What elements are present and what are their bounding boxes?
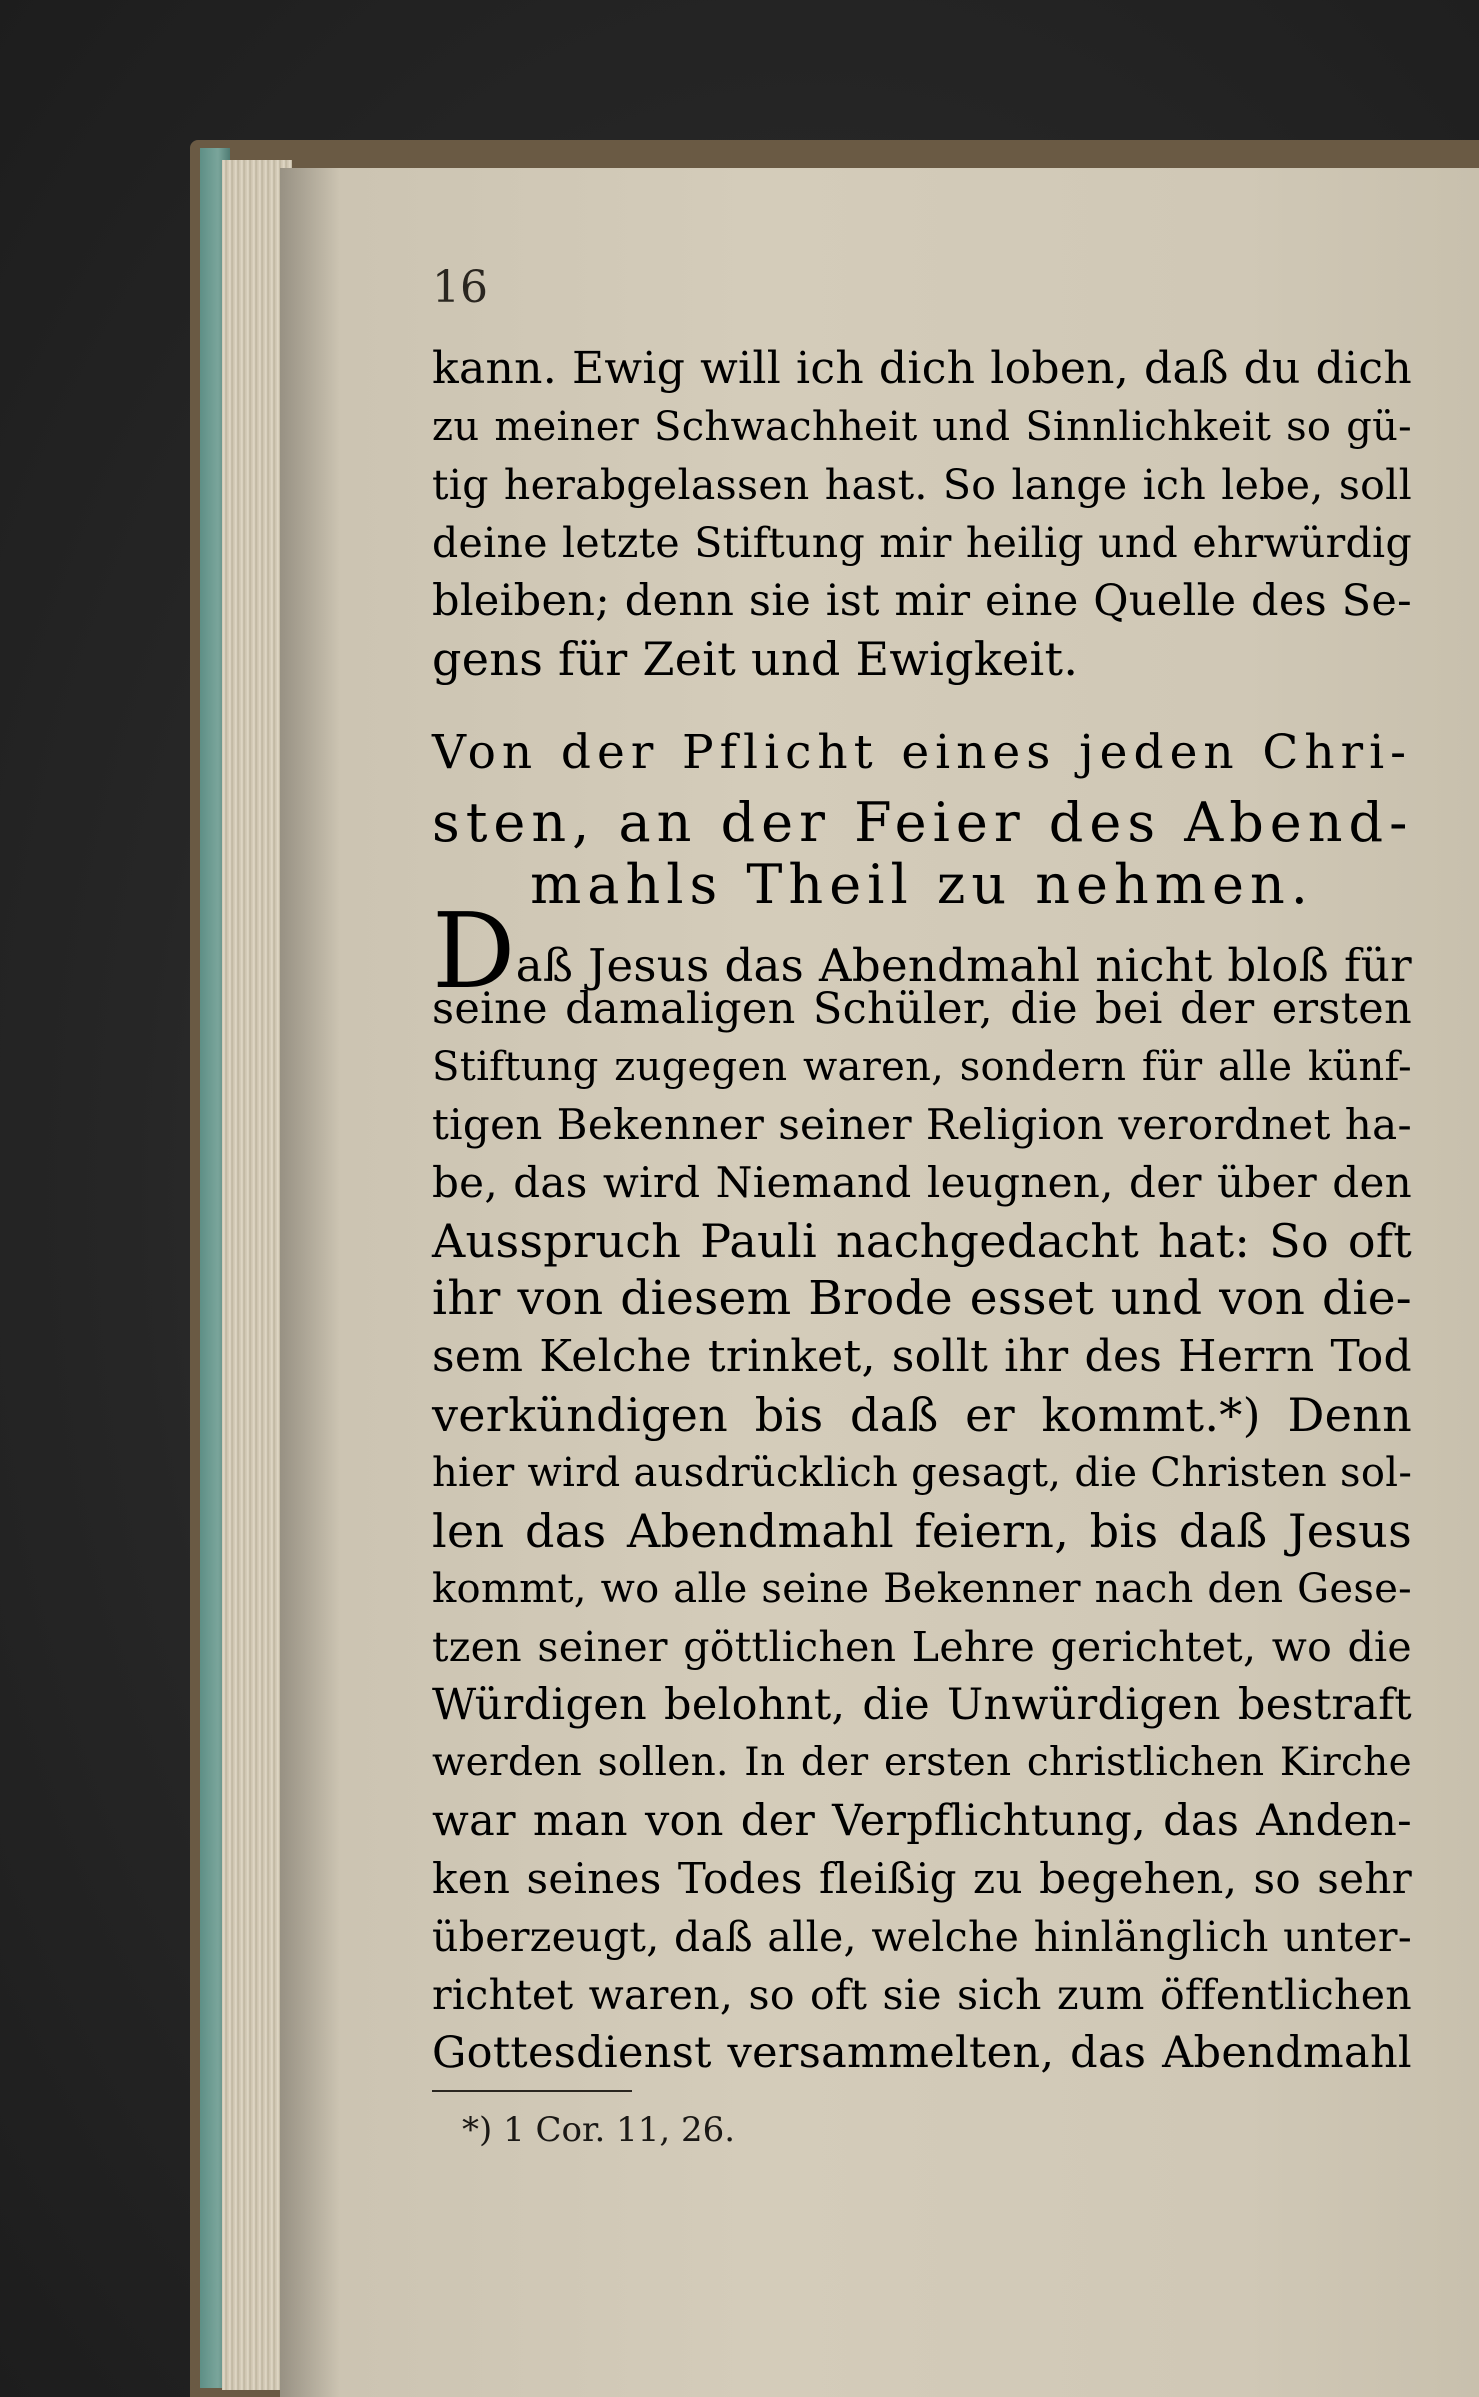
spine-shadow (280, 168, 340, 2397)
text-line: Stiftung zugegen waren, sondern für alle künf- (432, 1044, 1412, 1090)
text-line: Gottesdienst versammelten, das Abendmahl (432, 2028, 1412, 2078)
text-line: gens für Zeit und Ewigkeit. (432, 632, 1079, 686)
text-line: kommt, wo alle seine Bekenner nach den Gese- (432, 1566, 1412, 1612)
text-line: tzen seiner göttlichen Lehre gerichtet, wo die (432, 1623, 1412, 1671)
text-line: deine letzte Stiftung mir heilig und ehrwürdig (432, 519, 1412, 567)
text-line: sem Kelche trinket, sollt ihr des Herrn Tod (432, 1331, 1412, 1382)
text-line: tig herabgelassen hast. So lange ich lebe, soll (432, 461, 1412, 509)
footnote-rule (432, 2090, 632, 2092)
text-line: seine damaligen Schüler, die bei der ersten (432, 984, 1412, 1034)
text-line: verkündigen bis daß er kommt.*) Denn (432, 1388, 1412, 1442)
text-line: hier wird ausdrücklich gesagt, die Christen sol- (432, 1450, 1413, 1496)
heading-line: Von der Pflicht eines jeden Chri- (432, 725, 1412, 780)
text-line: werden sollen. In der ersten christlichen Kirche (432, 1740, 1412, 1785)
text-line: Würdigen belohnt, die Unwürdigen bestraft (432, 1680, 1412, 1730)
heading-line: sten, an der Feier des Abend- (432, 791, 1414, 854)
heading-line: mahls Theil zu nehmen. (530, 853, 1314, 916)
text-line: kann. Ewig will ich dich loben, daß du dich (432, 343, 1412, 394)
text-line: zu meiner Schwachheit und Sinnlichkeit so gü- (432, 404, 1412, 450)
drop-cap: D (432, 890, 516, 1012)
text-line: Ausspruch Pauli nachgedacht hat: So oft (432, 1214, 1412, 1268)
first-line-text: aß Jesus das Abendmahl nicht bloß für (515, 939, 1412, 992)
text-line: überzeugt, daß alle, welche hinlänglich unter- (432, 1913, 1412, 1961)
text-line: richtet waren, so oft sie sich zum öffentlichen (432, 1971, 1412, 2019)
page-number: 16 (432, 262, 488, 313)
footnote: *) 1 Cor. 11, 26. (462, 2110, 736, 2150)
text-line: tigen Bekenner seiner Religion verordnet ha- (432, 1100, 1412, 1149)
text-line: ken seines Todes fleißig zu begehen, so sehr (432, 1854, 1412, 1903)
text-line: be, das wird Niemand leugnen, der über den (432, 1158, 1412, 1207)
text-line: bleiben; denn sie ist mir eine Quelle des Se- (432, 576, 1412, 626)
text-line: war man von der Verpflichtung, das Anden- (432, 1796, 1412, 1846)
text-line: ihr von diesem Brode esset und von die- (432, 1271, 1412, 1326)
text-line: len das Abendmahl feiern, bis daß Jesus (432, 1504, 1412, 1558)
